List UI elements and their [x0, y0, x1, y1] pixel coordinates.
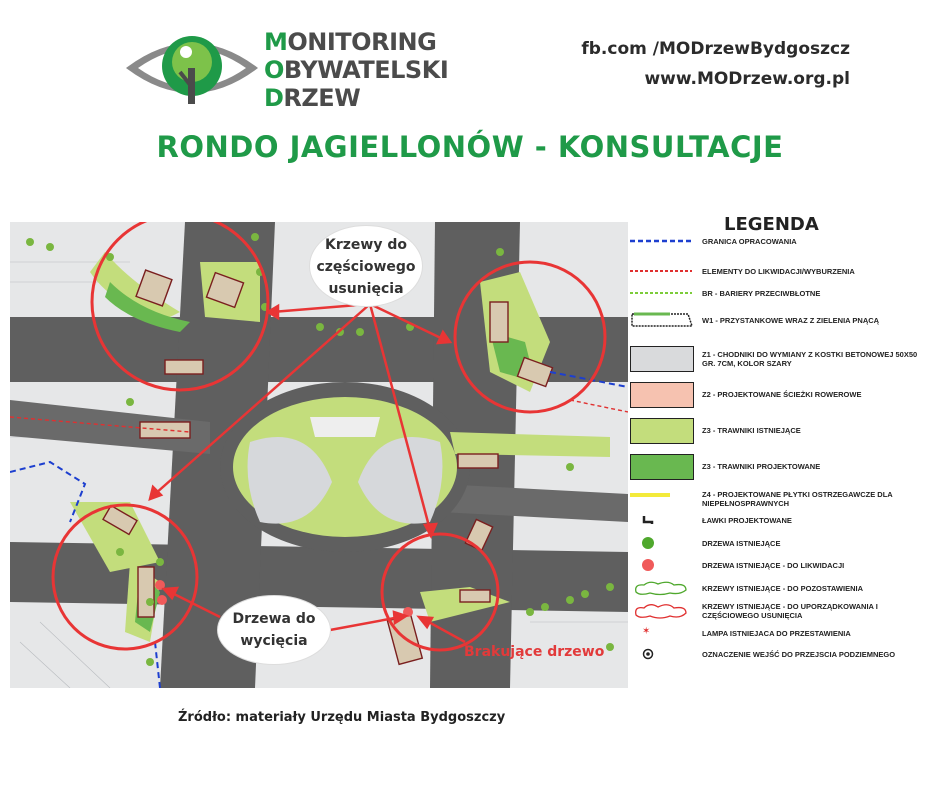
page-title: RONDO JAGIELLONÓW - KONSULTACJE	[156, 130, 784, 164]
green-cloud-icon	[630, 580, 694, 596]
source-caption: Źródło: materiały Urzędu Miasta Bydgoszczy	[178, 710, 506, 725]
green-box-icon	[630, 454, 694, 480]
trees-annotation: Drzewa do wycięcia	[218, 596, 330, 664]
facebook-link[interactable]: fb.com /MODrzewBydgoszcz	[581, 39, 850, 59]
red-dot-icon	[630, 558, 694, 572]
blue-dash-line-icon	[630, 236, 694, 246]
shrubs-annotation: Krzewy do częściowego usunięcia	[310, 226, 422, 306]
entrance-icon	[630, 648, 694, 660]
map-legend: LEGENDA GRANICA OPRACOWANIA ELEMENTY DO LIKWIDACJI/WYBURZENIA BR - BARIERY PRZECIWBŁOTNE W1 - PRZYSTANKOWE WRAZ Z ZIELENIA PNĄCĄ Z1 - CHODNIKI DO WYMIANY Z KOSTKI BETONOWEJ 50X50 GR. 7CM, KOLOR SZARY Z2 - PROJEKTOWANE ŚCIEŻKI ROWEROWE Z3 - TRAWNIKI ISTNIEJĄCE Z3 - TRAWNIKI PROJEKTOWANE Z4 - PROJEKTOWANE PŁYTKI OSTRZEGAWCZE DLA NIEPEŁNOSPRAWNYCH ŁAWKI PROJEKTOWANE DRZEWA ISTNIEJĄCE DRZEWA ISTNIEJĄCE - DO LIKWIDACJI KRZEWY ISTNIEJĄCE - DO POZOSTAWIENIA KRZEWY ISTNIEJĄCE - DO UPORZĄDKOWANIA I CZĘŚCIOWEGO USUNIĘCIA ✶ LAMPA ISTNIEJACA DO PRZESTAWIENIA OZNACZENIE WEJŚĆ DO PRZEJSCIA PODZIEMNEGO	[628, 212, 928, 672]
yellow-line-icon	[630, 490, 694, 500]
green-dot-icon	[630, 536, 694, 550]
eye-tree-logo	[122, 26, 262, 110]
red-cloud-icon	[630, 602, 694, 620]
contact-links	[520, 34, 850, 94]
website-link[interactable]: www.MODrzew.org.pl	[644, 69, 850, 89]
brand-name: MONITORING OBYWATELSKI DRZEW	[264, 28, 449, 112]
missing-tree-label: Brakujące drzewo	[464, 644, 605, 660]
lightgreen-box-icon	[630, 418, 694, 444]
green-dash-line-icon	[630, 288, 694, 298]
grey-box-icon	[630, 346, 694, 372]
pink-box-icon	[630, 382, 694, 408]
lamp-icon: ✶	[642, 626, 651, 637]
bench-icon	[630, 514, 694, 526]
red-dash-line-icon	[630, 266, 694, 276]
legend-heading: LEGENDA	[724, 214, 819, 235]
stop-outline-icon	[630, 310, 694, 330]
